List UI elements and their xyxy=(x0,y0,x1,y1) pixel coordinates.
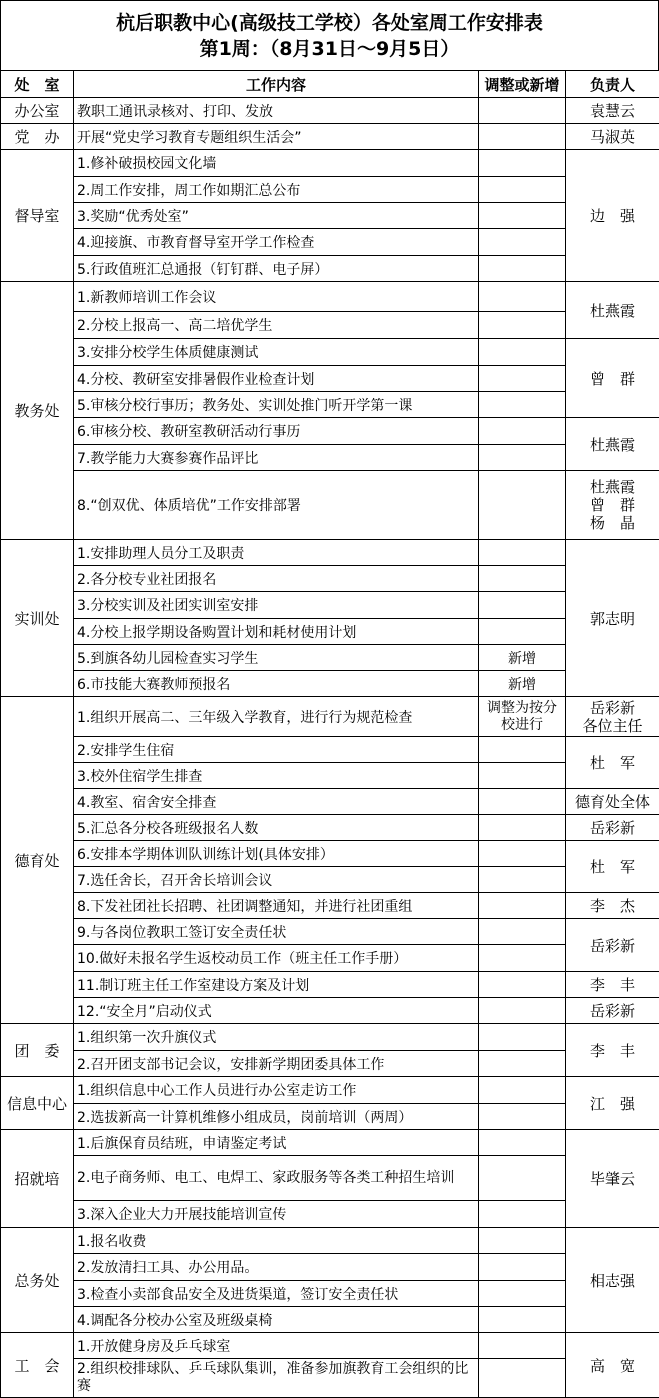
table-row xyxy=(1,1104,659,1130)
adjust-cell: 新增 xyxy=(479,645,566,671)
person-cell: 边 强 xyxy=(566,150,659,282)
person-cell: 杜 军 xyxy=(566,737,659,789)
table-row xyxy=(1,998,659,1024)
adjust-cell xyxy=(479,471,566,540)
table-row xyxy=(1,1333,659,1359)
dept-cell: 工 会 xyxy=(1,1333,74,1398)
person-cell: 相志强 xyxy=(566,1228,659,1333)
adjust-cell xyxy=(479,445,566,471)
person-cell: 曾 群 xyxy=(566,339,659,418)
person-name: 杨 晶 xyxy=(569,514,656,532)
schedule-table xyxy=(0,70,659,1398)
dept-cell: 总务处 xyxy=(1,1228,74,1333)
table-row xyxy=(1,763,659,789)
work-item-cell: 4.调配各分校办公室及班级桌椅 xyxy=(74,1307,479,1333)
table-row xyxy=(1,1254,659,1281)
person-cell: 杜燕霞 xyxy=(566,282,659,339)
adjust-cell: 新增 xyxy=(479,671,566,697)
dept-cell: 办公室 xyxy=(1,98,74,124)
work-item-cell: 4.分校、教研室安排暑假作业检查计划 xyxy=(74,366,479,392)
adjust-cell xyxy=(479,566,566,592)
dept-cell: 督导室 xyxy=(1,150,74,282)
adjust-cell xyxy=(479,282,566,312)
person-cell: 高 宽 xyxy=(566,1333,659,1398)
adjust-cell xyxy=(479,312,566,339)
person-cell: 岳彩新 xyxy=(566,919,659,972)
adjust-cell xyxy=(479,1228,566,1254)
adjust-cell xyxy=(479,124,566,150)
work-item-cell: 7.选任舍长，召开舍长培训会议 xyxy=(74,867,479,893)
table-row xyxy=(1,737,659,763)
table-row xyxy=(1,1281,659,1307)
work-item-cell: 2.发放清扫工具、办公用品。 xyxy=(74,1254,479,1281)
table-row xyxy=(1,150,659,177)
adjust-cell xyxy=(479,972,566,998)
table-row xyxy=(1,972,659,998)
table-row xyxy=(1,867,659,893)
adjust-cell xyxy=(479,177,566,203)
adjust-cell xyxy=(479,867,566,893)
person-name: 杜燕霞 xyxy=(569,478,656,496)
work-item-cell: 4.迎接旗、市教育督导室开学工作检查 xyxy=(74,229,479,256)
work-item-cell: 1.报名收费 xyxy=(74,1228,479,1254)
work-item-cell: 5.审核分校行事历；教务处、实训处推门听开学第一课 xyxy=(74,392,479,418)
table-row xyxy=(1,418,659,445)
work-item-cell: 2.各分校专业社团报名 xyxy=(74,566,479,592)
work-item-cell: 8.下发社团社长招聘、社团调整通知，并进行社团重组 xyxy=(74,893,479,919)
table-row xyxy=(1,312,659,339)
work-item-cell: 1.组织第一次升旗仪式 xyxy=(74,1024,479,1051)
person-cell: 杜燕霞 xyxy=(566,418,659,471)
work-item-cell: 6.市技能大赛教师预报名 xyxy=(74,671,479,697)
table-row xyxy=(1,841,659,867)
header-adjust: 调整或新增 xyxy=(479,71,566,98)
dept-cell: 教务处 xyxy=(1,282,74,540)
work-item-cell: 5.到旗各幼儿园检查实习学生 xyxy=(74,645,479,671)
adjust-cell xyxy=(479,1077,566,1104)
adjust-cell xyxy=(479,1024,566,1051)
work-item-cell: 开展“党史学习教育专题组织生活会” xyxy=(74,124,479,150)
table-row xyxy=(1,1051,659,1077)
table-row xyxy=(1,540,659,566)
adjust-cell xyxy=(479,98,566,124)
adjust-cell xyxy=(479,919,566,945)
person-cell: 李 丰 xyxy=(566,972,659,998)
work-item-cell: 2.分校上报高一、高二培优学生 xyxy=(74,312,479,339)
table-row xyxy=(1,815,659,841)
sheet-title: 杭后职教中心(高级技工学校）各处室周工作安排表 xyxy=(1,10,658,36)
table-row xyxy=(1,697,659,737)
adjust-cell xyxy=(479,339,566,366)
schedule-body xyxy=(1,98,659,1398)
dept-cell: 实训处 xyxy=(1,540,74,697)
adjust-cell xyxy=(479,815,566,841)
table-row xyxy=(1,1359,659,1398)
person-name: 岳彩新 xyxy=(569,699,656,717)
person-cell: 李 丰 xyxy=(566,1024,659,1077)
work-item-cell: 3.奖励“优秀处室” xyxy=(74,203,479,229)
work-item-cell: 6.安排本学期体训队训练计划(具体安排） xyxy=(74,841,479,867)
person-cell xyxy=(566,697,659,737)
work-item-cell: 3.校外住宿学生排查 xyxy=(74,763,479,789)
work-item-cell: 教职工通讯录核对、打印、发放 xyxy=(74,98,479,124)
person-cell: 李 杰 xyxy=(566,893,659,919)
adjust-cell xyxy=(479,203,566,229)
work-item-cell: 2.电子商务师、电工、电焊工、家政服务等各类工种招生培训 xyxy=(74,1156,479,1201)
adjust-cell xyxy=(479,945,566,972)
adjust-cell: 调整为按分校进行 xyxy=(479,697,566,737)
adjust-cell xyxy=(479,1130,566,1156)
work-item-cell: 2.周工作安排，周工作如期汇总公布 xyxy=(74,177,479,203)
adjust-cell xyxy=(479,1281,566,1307)
table-row xyxy=(1,203,659,229)
work-item-cell: 5.行政值班汇总通报（钉钉群、电子屏） xyxy=(74,256,479,282)
adjust-cell xyxy=(479,1254,566,1281)
adjust-cell xyxy=(479,841,566,867)
work-item-cell: 3.检查小卖部食品安全及进货渠道，签订安全责任状 xyxy=(74,1281,479,1307)
table-row xyxy=(1,366,659,392)
work-item-cell: 1.安排助理人员分工及职责 xyxy=(74,540,479,566)
work-item-cell: 3.深入企业大力开展技能培训宣传 xyxy=(74,1201,479,1228)
table-row xyxy=(1,339,659,366)
table-row xyxy=(1,1156,659,1201)
dept-cell: 团 委 xyxy=(1,1024,74,1077)
person-cell: 岳彩新 xyxy=(566,815,659,841)
table-row xyxy=(1,1307,659,1333)
table-row xyxy=(1,566,659,592)
person-cell: 江 强 xyxy=(566,1077,659,1130)
work-item-cell: 6.审核分校、教研室教研活动行事历 xyxy=(74,418,479,445)
work-item-cell: 3.分校实训及社团实训室安排 xyxy=(74,592,479,619)
person-cell: 郭志明 xyxy=(566,540,659,697)
table-row xyxy=(1,392,659,418)
person-name: 曾 群 xyxy=(569,496,656,514)
dept-cell: 党 办 xyxy=(1,124,74,150)
work-item-cell: 1.后旗保育员结班，申请鉴定考试 xyxy=(74,1130,479,1156)
person-cell: 岳彩新 xyxy=(566,998,659,1024)
person-name: 各位主任 xyxy=(569,717,656,735)
adjust-cell xyxy=(479,619,566,645)
table-row xyxy=(1,256,659,282)
table-row xyxy=(1,789,659,815)
work-item-cell: 10.做好未报名学生返校动员工作（班主任工作手册） xyxy=(74,945,479,972)
dept-cell: 招就培 xyxy=(1,1130,74,1228)
person-cell: 毕肇云 xyxy=(566,1130,659,1228)
table-row xyxy=(1,893,659,919)
table-row xyxy=(1,671,659,697)
table-row xyxy=(1,98,659,124)
work-item-cell: 8.“创双优、体质培优”工作安排部署 xyxy=(74,471,479,540)
table-row xyxy=(1,1228,659,1254)
adjust-cell xyxy=(479,392,566,418)
table-row xyxy=(1,1130,659,1156)
adjust-cell xyxy=(479,150,566,177)
table-row xyxy=(1,945,659,972)
person-cell: 马淑英 xyxy=(566,124,659,150)
adjust-cell xyxy=(479,893,566,919)
table-row xyxy=(1,1077,659,1104)
adjust-cell xyxy=(479,229,566,256)
work-item-cell: 1.修补破损校园文化墙 xyxy=(74,150,479,177)
dept-cell: 德育处 xyxy=(1,697,74,1024)
work-item-cell: 2.召开团支部书记会议，安排新学期团委具体工作 xyxy=(74,1051,479,1077)
adjust-cell xyxy=(479,737,566,763)
table-row xyxy=(1,645,659,671)
work-item-cell: 1.开放健身房及乒乓球室 xyxy=(74,1333,479,1359)
work-item-cell: 11.制订班主任工作室建设方案及计划 xyxy=(74,972,479,998)
adjust-cell xyxy=(479,1156,566,1201)
header-person: 负责人 xyxy=(566,71,659,98)
work-item-cell: 2.选拔新高一计算机维修小组成员，岗前培训（两周） xyxy=(74,1104,479,1130)
adjust-cell xyxy=(479,540,566,566)
adjust-cell xyxy=(479,418,566,445)
table-row xyxy=(1,471,659,540)
work-item-cell: 4.教室、宿舍安全排查 xyxy=(74,789,479,815)
adjust-cell xyxy=(479,256,566,282)
adjust-cell xyxy=(479,1201,566,1228)
work-item-cell: 1.组织信息中心工作人员进行办公室走访工作 xyxy=(74,1077,479,1104)
table-row xyxy=(1,445,659,471)
person-cell: 袁慧云 xyxy=(566,98,659,124)
adjust-cell xyxy=(479,1051,566,1077)
person-cell: 杜 军 xyxy=(566,841,659,893)
header-content: 工作内容 xyxy=(74,71,479,98)
work-item-cell: 5.汇总各分校各班级报名人数 xyxy=(74,815,479,841)
header-dept: 处 室 xyxy=(1,71,74,98)
table-row xyxy=(1,919,659,945)
work-item-cell: 2.安排学生住宿 xyxy=(74,737,479,763)
work-item-cell: 1.新教师培训工作会议 xyxy=(74,282,479,312)
work-item-cell: 7.教学能力大赛参赛作品评比 xyxy=(74,445,479,471)
person-cell xyxy=(566,471,659,540)
adjust-cell xyxy=(479,366,566,392)
table-row xyxy=(1,229,659,256)
table-row xyxy=(1,1201,659,1228)
table-row xyxy=(1,1024,659,1051)
title-block xyxy=(0,0,659,70)
table-row xyxy=(1,177,659,203)
work-item-cell: 2.组织校排球队、乒乓球队集训，准备参加旗教育工会组织的比赛 xyxy=(74,1359,479,1398)
dept-cell: 信息中心 xyxy=(1,1077,74,1130)
table-row xyxy=(1,282,659,312)
adjust-cell xyxy=(479,1104,566,1130)
work-item-cell: 1.组织开展高二、三年级入学教育，进行行为规范检查 xyxy=(74,697,479,737)
week-title: 第1周：（8月31日～9月5日） xyxy=(1,36,658,62)
adjust-cell xyxy=(479,1359,566,1398)
table-row xyxy=(1,124,659,150)
work-item-cell: 9.与各岗位教职工签订安全责任状 xyxy=(74,919,479,945)
adjust-cell xyxy=(479,1333,566,1359)
person-cell: 德育处全体 xyxy=(566,789,659,815)
adjust-cell xyxy=(479,789,566,815)
adjust-cell xyxy=(479,1307,566,1333)
adjust-cell xyxy=(479,763,566,789)
table-row xyxy=(1,619,659,645)
work-item-cell: 4.分校上报学期设备购置计划和耗材使用计划 xyxy=(74,619,479,645)
adjust-cell xyxy=(479,592,566,619)
work-item-cell: 12.“安全月”启动仪式 xyxy=(74,998,479,1024)
work-item-cell: 3.安排分校学生体质健康测试 xyxy=(74,339,479,366)
table-row xyxy=(1,592,659,619)
header-row xyxy=(1,71,659,98)
adjust-cell xyxy=(479,998,566,1024)
